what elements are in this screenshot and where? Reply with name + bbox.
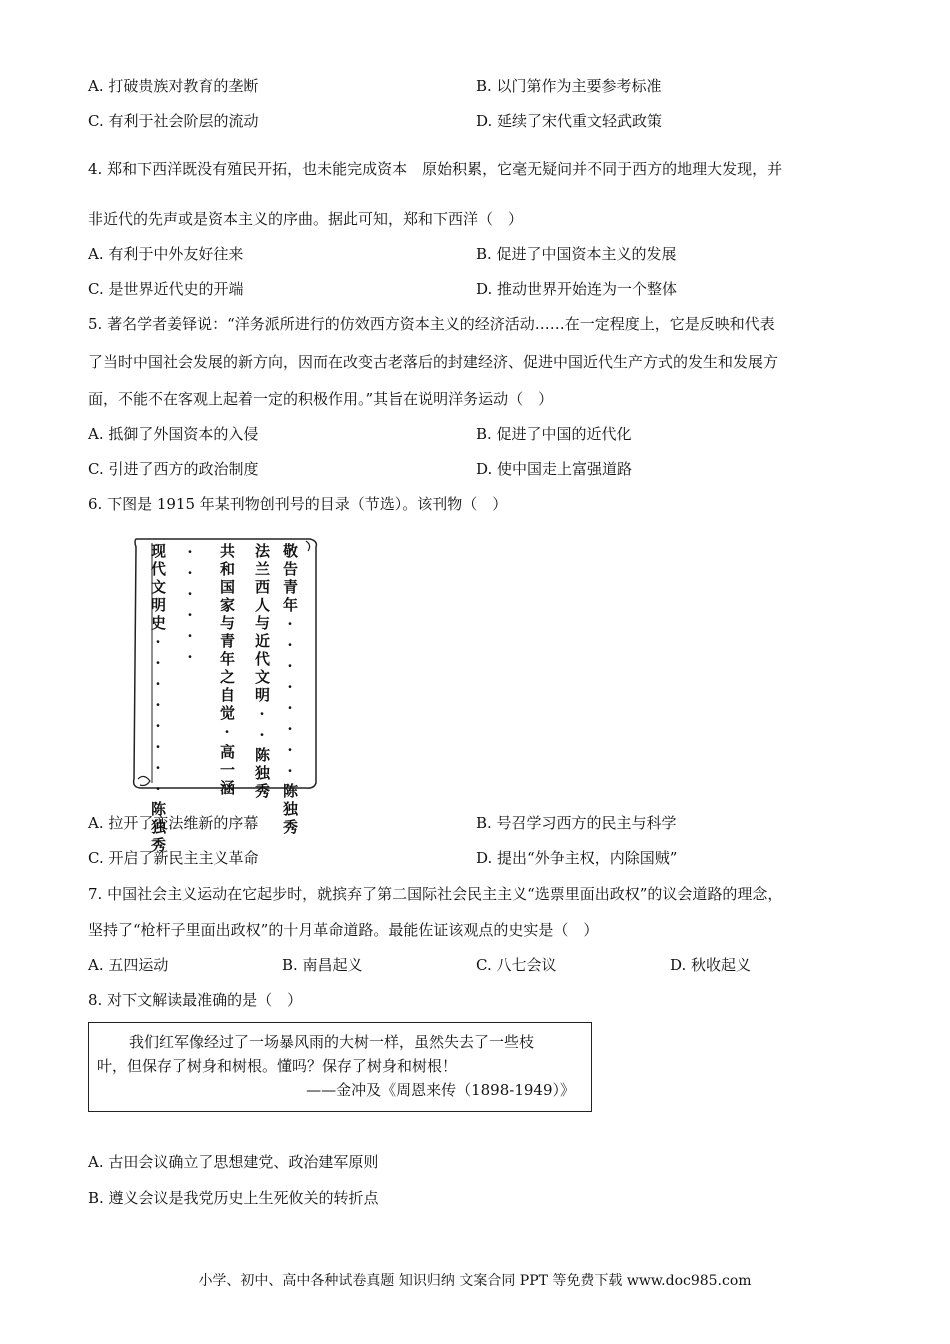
q6-option-b: B. 号召学习西方的民主与科学 — [476, 814, 677, 832]
q5-option-a: A. 抵御了外国资本的入侵 — [88, 425, 259, 443]
scroll-column-2: 法兰西人与近代文明··陈独秀 — [253, 543, 271, 801]
q8-stem: 8. 对下文解读最准确的是（ ） — [88, 991, 303, 1009]
q8-option-a: A. 古田会议确立了思想建党、政治建军原则 — [88, 1153, 379, 1171]
q5-option-b: B. 促进了中国的近代化 — [476, 425, 632, 443]
q4-stem-line1: 4. 郑和下西洋既没有殖民开拓，也未能完成资本 原始积累，它毫无疑问并不同于西方的地理大发现，并 — [88, 160, 783, 178]
q7-option-a: A. 五四运动 — [88, 956, 169, 974]
q4-option-d: D. 推动世界开始连为一个整体 — [476, 280, 678, 298]
q3-option-b: B. 以门第作为主要参考标准 — [476, 77, 662, 95]
q5-option-c: C. 引进了西方的政治制度 — [88, 460, 259, 478]
q5-option-d: D. 使中国走上富强道路 — [476, 460, 633, 478]
q4-stem-line2: 非近代的先声或是资本主义的序曲。据此可知，郑和下西洋（ ） — [88, 210, 524, 228]
q4-option-c: C. 是世界近代史的开端 — [88, 280, 244, 298]
q7-stem-line1: 7. 中国社会主义运动在它起步时，就摈弃了第二国际社会民主主义“选票里面出政权”的议会道路的理念， — [88, 885, 783, 903]
q3-option-a: A. 打破贵族对教育的垄断 — [88, 77, 259, 95]
q6-option-c: C. 开启了新民主主义革命 — [88, 849, 259, 867]
q7-option-b: B. 南昌起义 — [282, 956, 363, 974]
q4-option-b: B. 促进了中国资本主义的发展 — [476, 245, 677, 263]
q8-option-b: B. 遵义会议是我党历史上生死攸关的转折点 — [88, 1189, 379, 1207]
q6-option-a: A. 拉开了变法维新的序幕 — [88, 814, 259, 832]
quote-source: ——金冲及《周恩来传（1898-1949）》 — [306, 1081, 575, 1099]
q4-option-a: A. 有利于中外友好往来 — [88, 245, 244, 263]
q8-quote-box — [88, 1022, 592, 1112]
quote-line-2: 叶，但保存了树身和树根。懂吗？保存了树身和树根！ — [97, 1057, 458, 1075]
q7-option-d: D. 秋收起义 — [670, 956, 752, 974]
quote-line-1: 我们红军像经过了一场暴风雨的大树一样，虽然失去了一些枝 — [129, 1033, 535, 1051]
scroll-column-3: 共和国家与青年之自觉·高一涵 — [218, 543, 236, 798]
scroll-column-1: 敬告青年········陈独秀 — [281, 543, 299, 837]
q3-option-c: C. 有利于社会阶层的流动 — [88, 112, 259, 130]
q3-option-d: D. 延续了宋代重文轻武政策 — [476, 112, 663, 130]
q5-stem-line3: 面，不能不在客观上起着一定的积极作用。”其旨在说明洋务运动（ ） — [88, 390, 554, 408]
scroll-column-5: 现代文明史········陈独秀 — [149, 543, 167, 855]
q5-stem-line2: 了当时中国社会发展的新方向，因而在改变古老落后的封建经济、促进中国近代生产方式的发生和发展方 — [88, 353, 779, 371]
page-footer: 小学、初中、高中各种试卷真题 知识归纳 文案合同 PPT 等免费下载 www.doc985.com — [198, 1273, 752, 1289]
q6-stem: 6. 下图是 1915 年某刊物创刊号的目录（节选）。该刊物（ ） — [88, 495, 508, 513]
q7-option-c: C. 八七会议 — [476, 956, 557, 974]
scroll-column-4: ······ — [181, 543, 199, 669]
q6-option-d: D. 提出“外争主权，内除国贼” — [476, 849, 678, 867]
q5-stem-line1: 5. 著名学者姜铎说：“洋务派所进行的仿效西方资本主义的经济活动……在一定程度上，它是反映和代表 — [88, 315, 775, 333]
q7-stem-line2: 坚持了“枪杆子里面出政权”的十月革命道路。最能佐证该观点的史实是（ ） — [88, 921, 599, 939]
